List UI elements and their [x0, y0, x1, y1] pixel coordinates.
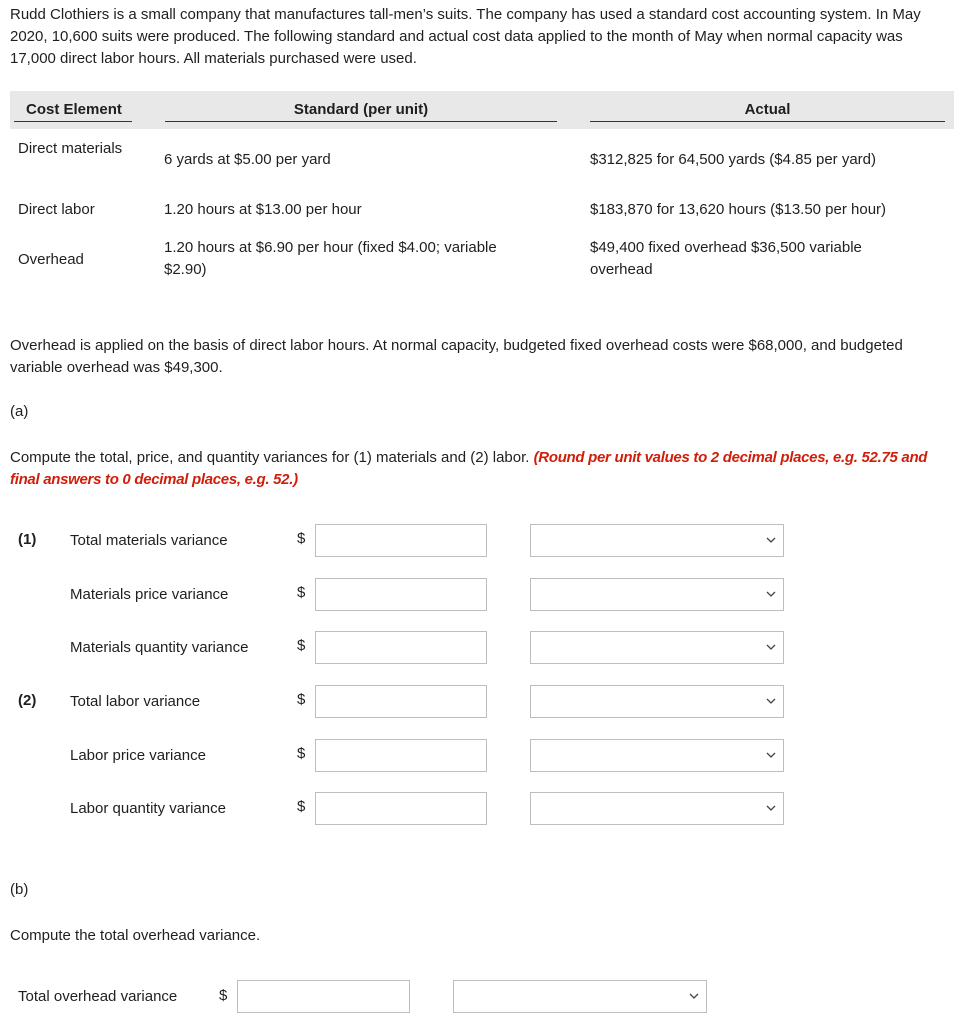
- currency-symbol: $: [297, 691, 306, 708]
- chevron-down-icon: [765, 802, 777, 814]
- part-b-instruction: Compute the total overhead variance.: [10, 927, 261, 944]
- chevron-down-icon: [765, 695, 777, 707]
- total-labor-variance-input[interactable]: [315, 685, 487, 718]
- chevron-down-icon: [765, 749, 777, 761]
- total-labor-variance-select[interactable]: [530, 685, 784, 718]
- currency-symbol: $: [297, 637, 306, 654]
- chevron-down-icon: [688, 990, 700, 1002]
- total-materials-variance-label: Total materials variance: [70, 532, 228, 549]
- materials-price-variance-input[interactable]: [315, 578, 487, 611]
- materials-quantity-variance-select[interactable]: [530, 631, 784, 664]
- part-a-instruction-text: Compute the total, price, and quantity variances for (1) materials and (2) labor.: [10, 449, 530, 466]
- part-a-label: (a): [10, 403, 29, 420]
- part-a-instruction: [10, 447, 950, 491]
- row-element-direct-labor: Direct labor: [18, 201, 95, 218]
- chevron-down-icon: [765, 641, 777, 653]
- labor-price-variance-select[interactable]: [530, 739, 784, 772]
- currency-symbol: $: [297, 798, 306, 815]
- labor-price-variance-input[interactable]: [315, 739, 487, 772]
- materials-price-variance-select[interactable]: [530, 578, 784, 611]
- group-1-label: (1): [18, 531, 37, 548]
- row-actual-direct-materials: $312,825 for 64,500 yards ($4.85 per yard): [590, 151, 877, 168]
- chevron-down-icon: [765, 534, 777, 546]
- currency-symbol: $: [297, 745, 306, 762]
- row-standard-direct-labor: 1.20 hours at $13.00 per hour: [164, 201, 362, 218]
- row-actual-direct-labor: $183,870 for 13,620 hours ($13.50 per hour): [590, 201, 887, 218]
- total-materials-variance-input[interactable]: [315, 524, 487, 557]
- row-standard-direct-materials: 6 yards at $5.00 per yard: [164, 151, 331, 168]
- total-overhead-variance-input[interactable]: [237, 980, 410, 1013]
- problem-intro: Rudd Clothiers is a small company that manufactures tall-men’s suits. The company has used a standard cost accounting system. In May 2020, 10,600 suits were produced. The following standard and actual cost data applied to the month of May when normal capacity was 17,000 direct labor hours. All materials purchased were used.: [10, 6, 921, 67]
- row-element-overhead: Overhead: [18, 251, 84, 268]
- labor-quantity-variance-label: Labor quantity variance: [70, 800, 226, 817]
- total-labor-variance-label: Total labor variance: [70, 693, 201, 710]
- total-overhead-variance-label: Total overhead variance: [18, 988, 178, 1005]
- currency-symbol: $: [297, 530, 306, 547]
- row-element-direct-materials: Direct materials: [18, 140, 123, 157]
- labor-quantity-variance-input[interactable]: [315, 792, 487, 825]
- rounding-note: (Round per unit values to 2 decimal places, e.g. 52.75 and final answers to 0 decimal places, e.g. 52.): [10, 449, 928, 488]
- chevron-down-icon: [765, 588, 777, 600]
- materials-quantity-variance-label: Materials quantity variance: [70, 639, 249, 656]
- header-actual: Actual: [744, 101, 791, 118]
- part-b-label: (b): [10, 881, 29, 898]
- row-actual-overhead: $49,400 fixed overhead $36,500 variable overhead: [590, 239, 862, 278]
- currency-symbol: $: [219, 987, 228, 1004]
- total-materials-variance-select[interactable]: [530, 524, 784, 557]
- labor-price-variance-label: Labor price variance: [70, 747, 206, 764]
- overhead-note: Overhead is applied on the basis of direct labor hours. At normal capacity, budgeted fixed overhead costs were $68,000, and budgeted variable overhead was $49,300.: [10, 337, 903, 376]
- row-standard-overhead: 1.20 hours at $6.90 per hour (fixed $4.00; variable $2.90): [164, 239, 497, 278]
- labor-quantity-variance-select[interactable]: [530, 792, 784, 825]
- group-2-label: (2): [18, 692, 37, 709]
- total-overhead-variance-select[interactable]: [453, 980, 707, 1013]
- materials-quantity-variance-input[interactable]: [315, 631, 487, 664]
- cost-table-header: [10, 91, 954, 129]
- header-cost-element: Cost Element: [26, 101, 122, 118]
- currency-symbol: $: [297, 584, 306, 601]
- materials-price-variance-label: Materials price variance: [70, 586, 229, 603]
- header-standard: Standard (per unit): [293, 101, 429, 118]
